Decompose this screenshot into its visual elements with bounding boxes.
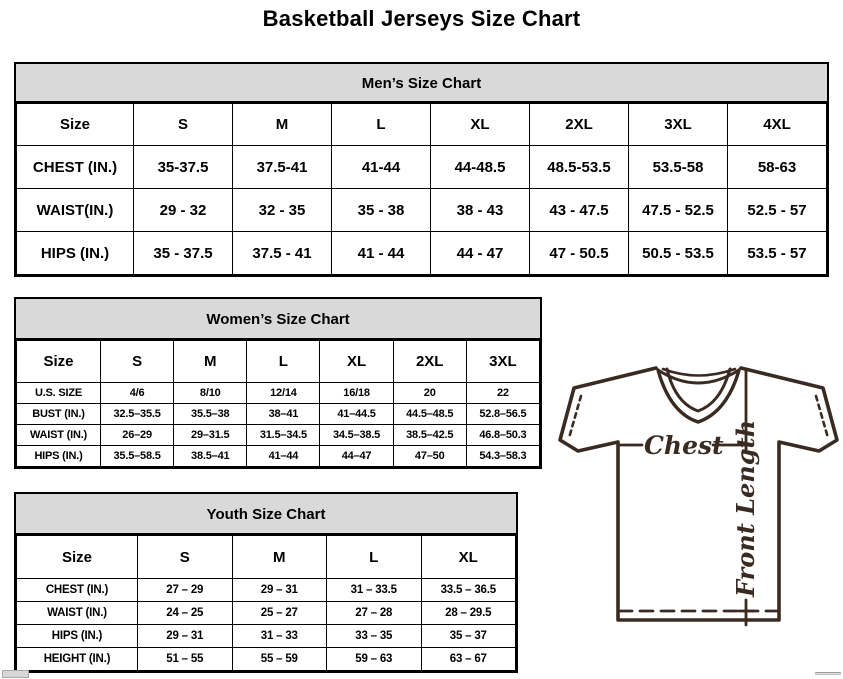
column-header-cell: L — [327, 536, 422, 579]
value-cell: 24 – 25 — [138, 602, 233, 625]
column-header-cell: 2XL — [530, 104, 629, 146]
front-length-label: Front Length — [731, 419, 760, 597]
row-label-cell: CHEST (IN.) — [17, 146, 134, 189]
column-header-cell: XL — [431, 104, 530, 146]
value-cell: 63 – 67 — [421, 648, 516, 671]
page-title: Basketball Jerseys Size Chart — [262, 6, 581, 31]
column-header-cell: XL — [320, 341, 393, 383]
value-cell: 32 - 35 — [233, 189, 332, 232]
value-cell: 47–50 — [393, 446, 466, 467]
table-row — [17, 446, 540, 467]
value-cell: 51 – 55 — [138, 648, 233, 671]
value-cell: 41-44 — [332, 146, 431, 189]
row-label-cell: HIPS (IN.) — [17, 625, 138, 648]
column-header-cell: 4XL — [728, 104, 827, 146]
value-cell: 31.5–34.5 — [247, 425, 320, 446]
value-cell: 20 — [393, 383, 466, 404]
column-header-cell: 3XL — [466, 341, 539, 383]
value-cell: 35 - 38 — [332, 189, 431, 232]
womens-size-chart — [14, 297, 542, 469]
value-cell: 4/6 — [101, 383, 174, 404]
column-header-row — [17, 104, 827, 146]
value-cell: 35.5–58.5 — [101, 446, 174, 467]
value-cell: 25 – 27 — [232, 602, 327, 625]
value-cell: 43 - 47.5 — [530, 189, 629, 232]
column-header-cell: S — [134, 104, 233, 146]
youth-size-chart — [14, 492, 518, 673]
table-row — [17, 648, 516, 671]
value-cell: 31 – 33.5 — [327, 579, 422, 602]
value-cell: 41 - 44 — [332, 232, 431, 275]
collar-inner-arc — [663, 369, 735, 376]
value-cell: 47 - 50.5 — [530, 232, 629, 275]
value-cell: 26–29 — [101, 425, 174, 446]
value-cell: 52.5 - 57 — [728, 189, 827, 232]
value-cell: 44 - 47 — [431, 232, 530, 275]
table-row — [17, 425, 540, 446]
value-cell: 37.5-41 — [233, 146, 332, 189]
youth-chart-title: Youth Size Chart — [16, 494, 516, 535]
row-label-cell: WAIST (IN.) — [17, 602, 138, 625]
column-header-cell: M — [233, 104, 332, 146]
value-cell: 58-63 — [728, 146, 827, 189]
column-header-row — [17, 536, 516, 579]
value-cell: 35 - 37.5 — [134, 232, 233, 275]
column-header-cell: Size — [17, 104, 134, 146]
value-cell: 44.5–48.5 — [393, 404, 466, 425]
value-cell: 33.5 – 36.5 — [421, 579, 516, 602]
value-cell: 50.5 - 53.5 — [629, 232, 728, 275]
value-cell: 41–44.5 — [320, 404, 393, 425]
table-row — [17, 579, 516, 602]
table-row — [17, 189, 827, 232]
value-cell: 48.5-53.5 — [530, 146, 629, 189]
column-header-cell: S — [101, 341, 174, 383]
jersey-measurement-diagram — [556, 354, 843, 648]
mens-table-body — [16, 103, 827, 275]
value-cell: 38.5–42.5 — [393, 425, 466, 446]
value-cell: 35.5–38 — [174, 404, 247, 425]
value-cell: 22 — [466, 383, 539, 404]
row-label-cell: HEIGHT (IN.) — [17, 648, 138, 671]
row-label-cell: HIPS (IN.) — [17, 446, 101, 467]
size-table-grid — [16, 340, 540, 467]
value-cell: 53.5-58 — [629, 146, 728, 189]
column-header-row — [17, 341, 540, 383]
value-cell: 38–41 — [247, 404, 320, 425]
table-row — [17, 404, 540, 425]
womens-table-body — [16, 340, 540, 467]
row-label-cell: U.S. SIZE — [17, 383, 101, 404]
value-cell: 29 – 31 — [138, 625, 233, 648]
column-header-cell: M — [174, 341, 247, 383]
value-cell: 55 – 59 — [232, 648, 327, 671]
jersey-outline-icon — [556, 354, 843, 648]
row-label-cell: WAIST(IN.) — [17, 189, 134, 232]
value-cell: 54.3–58.3 — [466, 446, 539, 467]
value-cell: 29–31.5 — [174, 425, 247, 446]
value-cell: 47.5 - 52.5 — [629, 189, 728, 232]
column-header-cell: M — [232, 536, 327, 579]
mens-chart-title: Men’s Size Chart — [16, 64, 827, 103]
value-cell: 16/18 — [320, 383, 393, 404]
value-cell: 38 - 43 — [431, 189, 530, 232]
row-label-cell: WAIST (IN.) — [17, 425, 101, 446]
value-cell: 37.5 - 41 — [233, 232, 332, 275]
mens-size-chart — [14, 62, 829, 277]
value-cell: 44–47 — [320, 446, 393, 467]
table-row — [17, 232, 827, 275]
womens-chart-title: Women’s Size Chart — [16, 299, 540, 340]
size-table-grid — [16, 535, 516, 671]
youth-table-body — [16, 535, 516, 671]
value-cell: 46.8–50.3 — [466, 425, 539, 446]
chest-label: Chest — [644, 431, 724, 460]
jersey-body-outline — [560, 368, 837, 620]
value-cell: 38.5–41 — [174, 446, 247, 467]
value-cell: 34.5–38.5 — [320, 425, 393, 446]
value-cell: 52.8–56.5 — [466, 404, 539, 425]
table-row — [17, 602, 516, 625]
table-row — [17, 625, 516, 648]
value-cell: 27 – 28 — [327, 602, 422, 625]
column-header-cell: Size — [17, 341, 101, 383]
value-cell: 28 – 29.5 — [421, 602, 516, 625]
value-cell: 8/10 — [174, 383, 247, 404]
value-cell: 59 – 63 — [327, 648, 422, 671]
value-cell: 31 – 33 — [232, 625, 327, 648]
row-label-cell: BUST (IN.) — [17, 404, 101, 425]
value-cell: 41–44 — [247, 446, 320, 467]
column-header-cell: S — [138, 536, 233, 579]
column-header-cell: 2XL — [393, 341, 466, 383]
value-cell: 53.5 - 57 — [728, 232, 827, 275]
column-header-cell: L — [332, 104, 431, 146]
value-cell: 27 – 29 — [138, 579, 233, 602]
table-row — [17, 383, 540, 404]
value-cell: 29 - 32 — [134, 189, 233, 232]
value-cell: 33 – 35 — [327, 625, 422, 648]
table-row — [17, 146, 827, 189]
value-cell: 44-48.5 — [431, 146, 530, 189]
page-edge-fragment-right — [815, 672, 841, 675]
value-cell: 35-37.5 — [134, 146, 233, 189]
column-header-cell: L — [247, 341, 320, 383]
value-cell: 35 – 37 — [421, 625, 516, 648]
column-header-cell: Size — [17, 536, 138, 579]
column-header-cell: 3XL — [629, 104, 728, 146]
value-cell: 32.5–35.5 — [101, 404, 174, 425]
value-cell: 12/14 — [247, 383, 320, 404]
value-cell: 29 – 31 — [232, 579, 327, 602]
row-label-cell: CHEST (IN.) — [17, 579, 138, 602]
size-table-grid — [16, 103, 827, 275]
column-header-cell: XL — [421, 536, 516, 579]
page-edge-fragment-left — [2, 670, 29, 678]
row-label-cell: HIPS (IN.) — [17, 232, 134, 275]
